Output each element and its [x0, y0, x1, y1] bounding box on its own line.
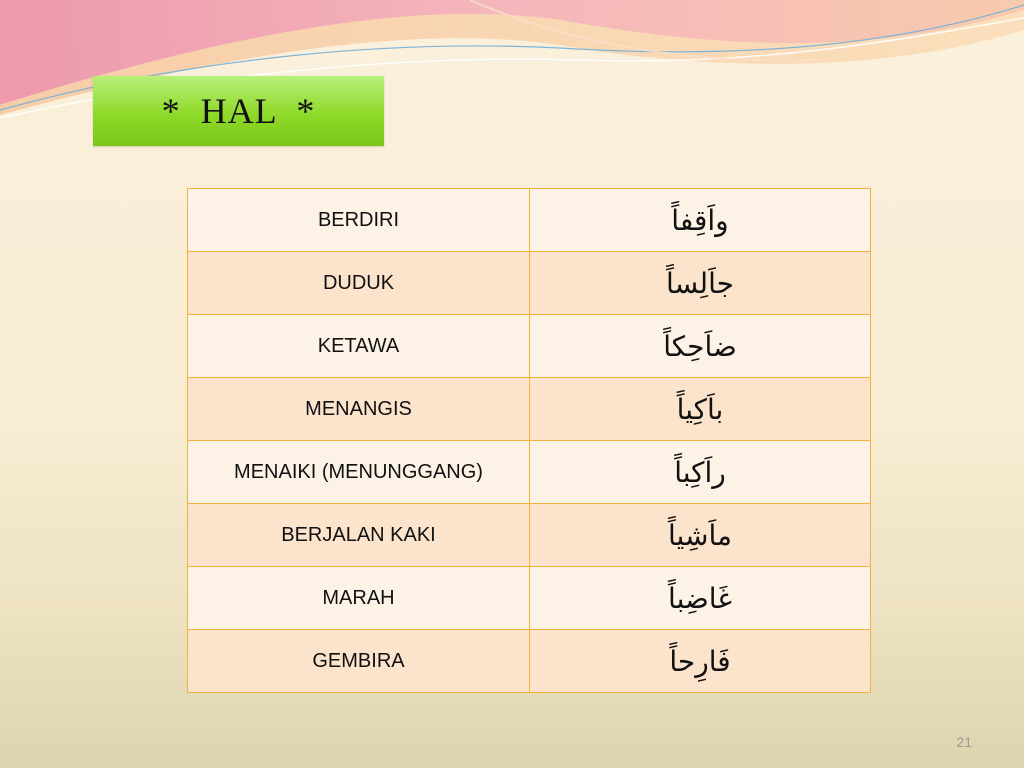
arabic-word-cell: غَاضِباً	[530, 567, 871, 630]
table-row	[188, 630, 871, 693]
table-row	[188, 504, 871, 567]
malay-word-cell: MENAIKI (MENUNGGANG)	[188, 441, 530, 504]
malay-word-cell: BERJALAN KAKI	[188, 504, 530, 567]
table-row	[188, 252, 871, 315]
malay-word-cell: KETAWA	[188, 315, 530, 378]
table-row	[188, 441, 871, 504]
slide-title: * HAL *	[161, 91, 316, 131]
malay-word-cell: MARAH	[188, 567, 530, 630]
malay-word-cell: BERDIRI	[188, 189, 530, 252]
table-row	[188, 567, 871, 630]
table-row	[188, 315, 871, 378]
arabic-word-cell: ضاَحِكاً	[530, 315, 871, 378]
arabic-word-cell: فَارِحاً	[530, 630, 871, 693]
arabic-word-cell: راَكِباً	[530, 441, 871, 504]
vocabulary-table	[187, 188, 871, 693]
arabic-word-cell: واَقِفاً	[530, 189, 871, 252]
arabic-word-cell: جاَلِساً	[530, 252, 871, 315]
malay-word-cell: GEMBIRA	[188, 630, 530, 693]
arabic-word-cell: ماَشِياً	[530, 504, 871, 567]
malay-word-cell: DUDUK	[188, 252, 530, 315]
arabic-word-cell: باَكِياً	[530, 378, 871, 441]
page-number: 21	[956, 734, 972, 750]
table-row	[188, 189, 871, 252]
table-row	[188, 378, 871, 441]
slide-title-box	[93, 76, 384, 146]
malay-word-cell: MENANGIS	[188, 378, 530, 441]
